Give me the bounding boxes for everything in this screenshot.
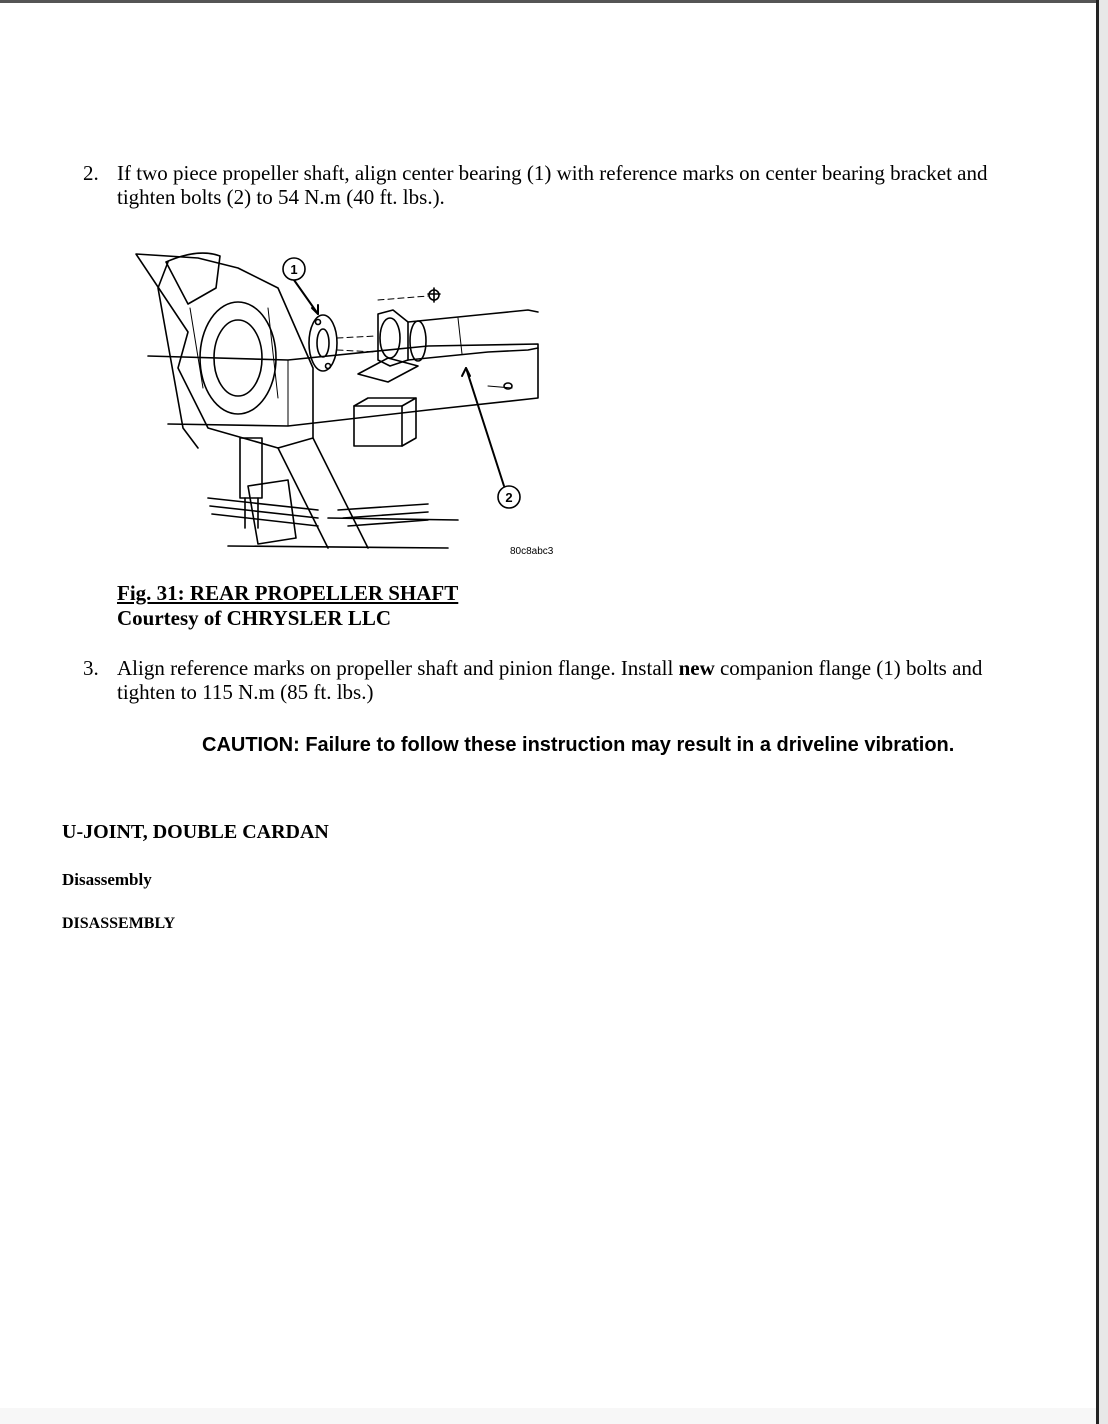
section-heading: U-JOINT, DOUBLE CARDAN: [62, 821, 329, 843]
step-text-line: tighten to 115 N.m (85 ft. lbs.): [117, 680, 374, 704]
step-text: [117, 161, 1027, 209]
figure-caption-title: Fig. 31: REAR PROPELLER SHAFT: [117, 581, 459, 605]
caution-note: CAUTION: Failure to follow these instruction may result in a driveline vibration.: [202, 734, 955, 756]
page-top-border: [0, 0, 1108, 3]
callout-2-label: 2: [505, 490, 513, 505]
rear-propeller-shaft-illustration: [128, 248, 568, 564]
step-number: 2.: [83, 161, 99, 185]
figure-code: 80c8abc3: [510, 546, 554, 557]
scroll-gutter: [1099, 0, 1108, 1424]
step-number: 3.: [83, 656, 99, 680]
callout-1-label: 1: [290, 262, 298, 277]
section-subsubheading: DISASSEMBLY: [62, 915, 176, 932]
step-text: [117, 656, 1027, 704]
step-text-segment: Align reference marks on propeller shaft and pinion flange. Install: [117, 656, 679, 680]
figure-caption-courtesy: Courtesy of CHRYSLER LLC: [117, 606, 392, 630]
step-text-segment: companion flange (1) bolts and: [714, 656, 983, 680]
step-text-line: tighten bolts (2) to 54 N.m (40 ft. lbs.).: [117, 185, 445, 209]
step-text-bold: new: [678, 656, 715, 680]
step-text-line: If two piece propeller shaft, align center bearing (1) with reference marks on center bearing bracket and: [117, 161, 988, 185]
step-text-line: [117, 656, 1027, 680]
page-bottom-edge: [0, 1408, 1096, 1424]
section-subheading: Disassembly: [62, 870, 152, 889]
